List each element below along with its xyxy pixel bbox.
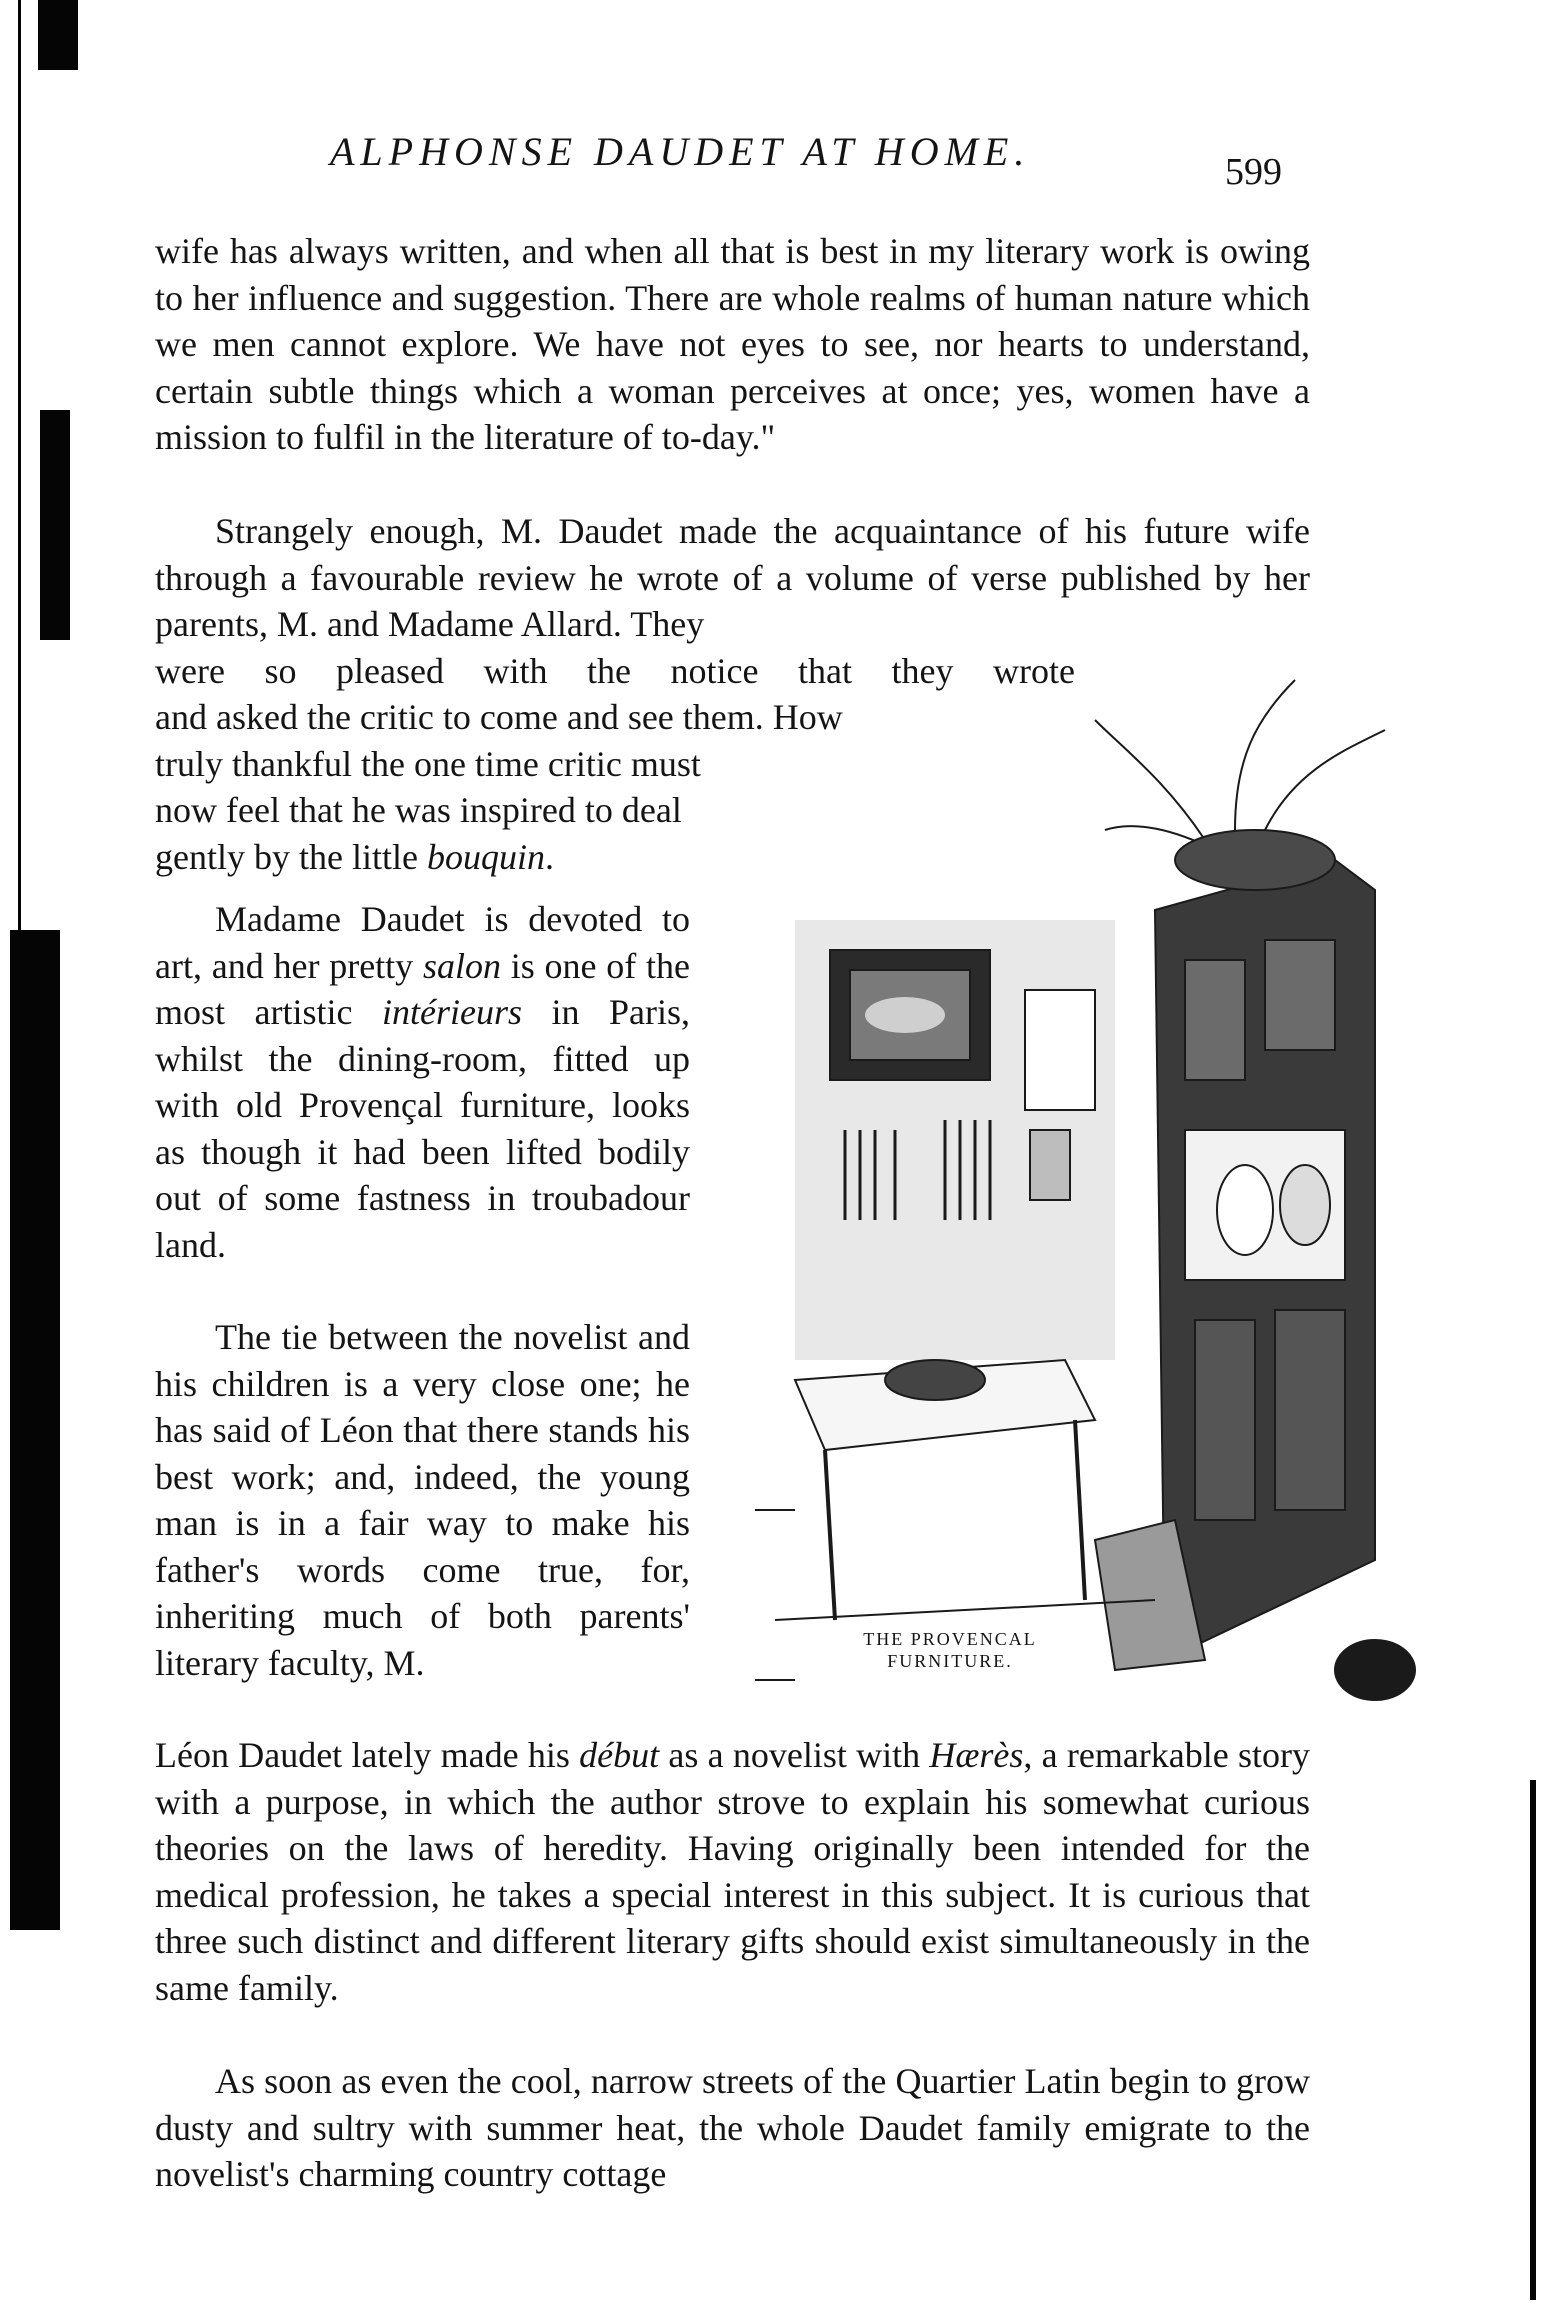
paragraph-2-line-c: and asked the critic to come and see them. How <box>155 697 843 737</box>
paragraph-2-line-e: now feel that he was inspired to deal <box>155 790 682 830</box>
paragraph-2-text-a: Strangely enough, M. Daudet made the acquaintance of his future wife through a favourable review he wrote of a volume of verse published by her parents, M. and Madame Allard. They <box>155 511 1310 644</box>
paragraph-4-text-d: , a remarkable story with a purpose, in which the author strove to explain his somewhat curious theories on the laws of heredity. Having originally been intended for the medical profession, he takes a special interest in this subject. It is curious that three such distinct and different literary gifts should exist simultaneously in the same family. <box>155 1735 1311 2008</box>
figure-caption-line-1: THE PROVENCAL <box>863 1629 1037 1649</box>
paragraph-1: wife has always written, and when all that is best in my literary work is owing to her influence and suggestion. There are whole realms of human nature which we men cannot explore. We have not eyes to see, nor hearts to understand, certain subtle things which a woman perceives at once; yes, women have a mission to fulfil in the literature of to-day." <box>155 231 1310 457</box>
paragraph-3 <box>155 896 690 1268</box>
paragraph-2-line-d: truly thankful the one time critic must <box>155 743 701 784</box>
paragraph-3-text-c: in Paris, whilst the dining-room, fitted up with old Provençal furniture, looks as though it had been lifted bodily out of some fastness in troubadour land. <box>155 992 690 1265</box>
furniture-illustration-icon <box>735 660 1430 1710</box>
paragraph-4-emphasis-debut: début <box>579 1735 660 1775</box>
paragraph-4-emphasis-haeres: Hærès <box>929 1735 1024 1775</box>
page-number: 599 <box>1225 151 1282 193</box>
scan-edge-mark <box>10 930 60 1930</box>
paragraph-4: The tie between the novelist and his children is a very close one; he has said of Léon that there stands his best work; and, indeed, the young man is in a fair way to make his father's words come true, for, inheriting much of both parents' literary faculty, M. <box>155 1317 690 1683</box>
paragraph-3-text-a: Madame Daudet is devoted to art, and her pretty <box>155 899 690 986</box>
paragraph-2-end: . <box>544 836 554 877</box>
figure-caption-line-2: FURNITURE. <box>887 1651 1013 1671</box>
scan-edge-mark <box>1530 1780 1536 2300</box>
paragraph-4-continued <box>155 1732 1310 2011</box>
paragraph-3-text-b: is one of the most artistic <box>155 945 690 1032</box>
scan-edge-mark <box>18 0 21 930</box>
paragraph-4-text-c: as a novelist with <box>659 1735 930 1775</box>
paragraph-5: As soon as even the cool, narrow streets of the Quartier Latin begin to grow dusty and sultry with summer heat, the whole Daudet family emigrate to the novelist's charming country cottage <box>155 2061 1310 2194</box>
paragraph-3-emphasis-interieurs: intérieurs <box>381 992 522 1032</box>
paragraph-3-emphasis-salon: salon <box>422 945 501 986</box>
paragraph-4-text-b: Léon Daudet lately made his <box>155 1735 580 1775</box>
paragraph-2-line-b: were so pleased with the notice that they wrote <box>155 650 1075 691</box>
scan-edge-mark <box>40 410 70 640</box>
scan-edge-mark <box>38 0 78 70</box>
figure-caption <box>830 1628 1070 1672</box>
running-header-title: ALPHONSE DAUDET AT HOME. <box>330 129 1031 174</box>
paragraph-2-emphasis: bouquin <box>426 836 545 877</box>
paragraph-2-line-f: gently by the little <box>155 836 427 877</box>
